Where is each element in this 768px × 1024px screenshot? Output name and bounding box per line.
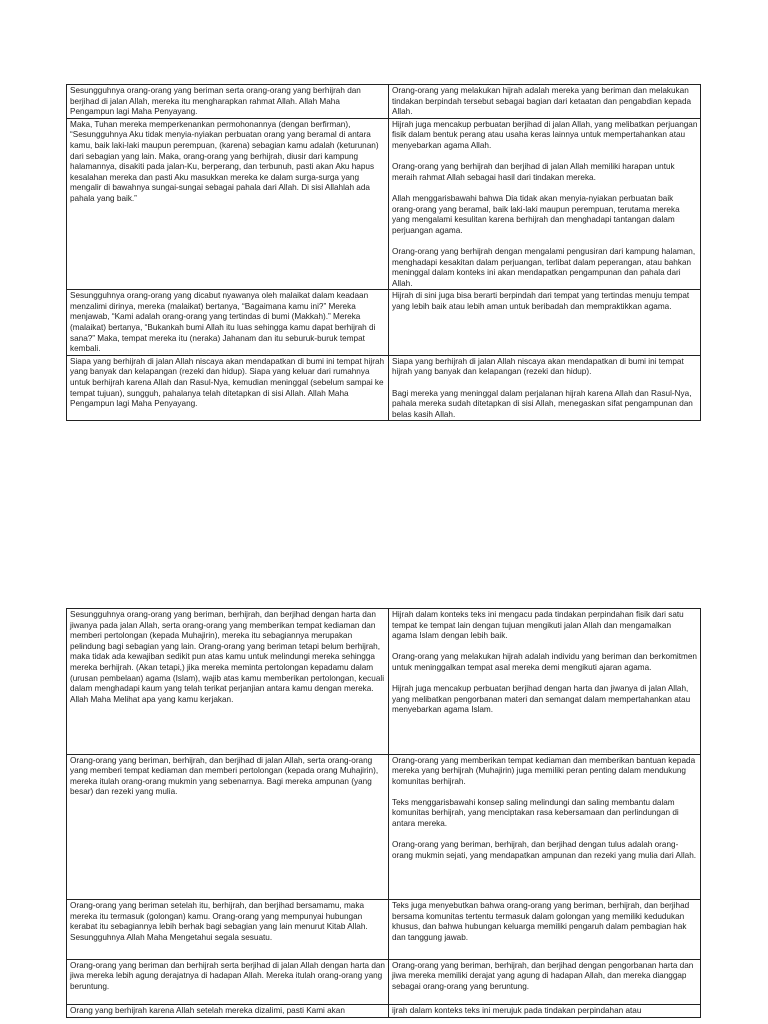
- verse-text: Maka, Tuhan mereka memperkenankan permohonannya (dengan berfirman), “Sesungguhnya Aku tidak menyia-nyiakan perbuatan orang yang beramal di antara kamu, baik laki-laki maupun perempuan, (karena) sebagian kamu adalah (keturunan) dari sebagian yang lain. Maka, orang-orang yang berhijrah, diusir dari kampung halamannya, disakiti pada jalan-Ku, berperang, dan terbunuh, pasti akan Aku hapus kesalahan mereka dan pasti Aku masukkan mereka ke dalam surga-surga yang mengalir di bawahnya sungai-sungai sebagai pahala dari Allah. Di sisi Allahlah ada pahala yang baik.”: [70, 119, 379, 203]
- explanation-paragraph: Hijrah juga mencakup perbuatan berjihad di jalan Allah, yang melibatkan perjuangan fisik dalam bentuk perang atau usaha keras lainnya untuk mempertahankan atau menyebarkan agama Allah.: [392, 119, 698, 150]
- explanation-paragraph: Orang-orang yang berhijrah dengan mengalami pengusiran dari kampung halaman, menghadapi kesakitan dalam perjuangan, terlibat dalam peperangan, atau bahkan meninggal dalam konteks ini akan mendapatkan pengampunan dan pahala dari Allah.: [392, 246, 696, 288]
- table-row: [67, 1005, 701, 1018]
- explanation-paragraph: Orang-orang yang melakukan hijrah adalah mereka yang beriman dan melakukan tindakan berpindah tersebut sebagai bagian dari ketaatan dan pengabdian kepada Allah.: [392, 86, 692, 117]
- explanation-cell: [389, 754, 701, 900]
- explanation-paragraph: Hijrah dalam konteks teks ini mengacu pada tindakan perpindahan fisik dari satu tempat ke tempat lain dengan tujuan mengikuti jalan Allah dan mengamalkan agama Islam dengan lebih baik.: [392, 610, 684, 641]
- verse-text: Sesungguhnya orang-orang yang dicabut nyawanya oleh malaikat dalam keadaan menzalimi dirinya, mereka (malaikat) bertanya, “Bagaimana kamu ini?” Mereka menjawab, “Kami adalah orang-orang yang tertindas di bumi (Makkah).” Mereka (malaikat) bertanya, “Bukankah bumi Allah itu luas sehingga kamu dapat berhijrah di sana?” Maka, tempat mereka itu (neraka) Jahanam dan itu seburuk-buruk tempat kembali.: [70, 291, 376, 354]
- explanation-cell: [389, 609, 701, 755]
- explanation-paragraph: Orang-orang yang beriman, berhijrah, dan berjihad dengan pengorbanan harta dan jiwa mereka memiliki derajat yang agung di hadapan Allah, dan mereka dianggap sebagai orang-orang yang beruntung.: [392, 960, 694, 992]
- verse-text: Orang-orang yang beriman, berhijrah, dan berjihad di jalan Allah, serta orang-orang yang memberi tempat kediaman dan memberi pertolongan (kepada orang Muhajirin), mereka itulah orang-orang mukmin yang sebenarnya. Bagi mereka ampunan (yang besar) dan rezeki yang mulia.: [70, 755, 379, 797]
- explanation-cell: [389, 1005, 701, 1018]
- table-row: [67, 609, 701, 755]
- table-row: [67, 355, 701, 421]
- verse-cell: [67, 355, 389, 421]
- explanation-paragraph: Teks juga menyebutkan bahwa orang-orang yang beriman, berhijrah, dan berjihad bersama komunitas tertentu termasuk dalam golongan yang memiliki kedudukan khusus, dan bahwa hubungan keluarga memiliki pengaruh dalam pembagian hak dan tanggung jawab.: [392, 901, 690, 942]
- verse-text: Orang-orang yang beriman setelah itu, berhijrah, dan berjihad bersamamu, maka mereka itu termasuk (golongan) kamu. Orang-orang yang mempunyai hubungan kerabat itu sebagiannya lebih berhak bagi sebagian yang lain menurut Kitab Allah. Sesungguhnya Allah Maha Mengetahui segala sesuatu.: [70, 901, 368, 942]
- explanation-paragraph: Hijrah di sini juga bisa berarti berpindah dari tempat yang tertindas menuju tempat yang lebih baik atau lebih aman untuk beribadah dan mempraktikkan agama.: [392, 291, 690, 311]
- explanation-paragraph: Orang-orang yang memberikan tempat kediaman dan memberikan bantuan kepada mereka yang berhijrah (Muhajirin) juga memiliki peran penting dalam mendukung komunitas berhijrah.: [392, 755, 696, 786]
- explanation-paragraph: Orang-orang yang berhijrah dan berjihad di jalan Allah memiliki harapan untuk meraih rahmat Allah sebagai hasil dari tindakan mereka.: [392, 162, 675, 182]
- table-body: [67, 85, 701, 421]
- explanation-paragraph: Bagi mereka yang meninggal dalam perjalanan hijrah karena Allah dan Rasul-Nya, pahala mereka sudah ditetapkan di sisi Allah, menegaskan sifat pengampunan dan belas kasih Allah.: [392, 388, 693, 419]
- table-row: [67, 118, 701, 290]
- verse-cell: [67, 1005, 389, 1018]
- verse-cell: [67, 290, 389, 356]
- explanation-cell: [389, 959, 701, 1005]
- verse-text: Orang-orang yang beriman dan berhijrah serta berjihad di jalan Allah dengan harta dan jiwa mereka lebih agung derajatnya di hadapan Allah. Mereka itulah orang-orang yang beruntung.: [70, 960, 385, 992]
- verse-cell: [67, 118, 389, 290]
- explanation-paragraph: Teks menggarisbawahi konsep saling melindungi dan saling membantu dalam komunitas berhijrah, yang menciptakan rasa kebersamaan dan perlindungan di antara mereka.: [392, 797, 679, 829]
- commentary-table-top: [66, 84, 701, 421]
- explanation-cell: [389, 118, 701, 290]
- explanation-paragraph: Allah menggarisbawahi bahwa Dia tidak akan menyia-nyiakan perbuatan baik orang-orang yang beramal, baik laki-laki maupun perempuan, terutama mereka yang mengalami kesulitan karena berhijrah dan menghadapi tantangan dalam perjuangan agama.: [392, 193, 680, 235]
- table-row: [67, 85, 701, 119]
- table-row: [67, 959, 701, 1005]
- verse-text: Sesungguhnya orang-orang yang beriman, berhijrah, dan berjihad dengan harta dan jiwanya pada jalan Allah, serta orang-orang yang memberikan tempat kediaman dan memberi pertolongan (kepada Muhajirin), mereka itu sebagiannya merupakan pelindung bagi sebagian yang lain. Orang-orang yang beriman tetapi belum berhijrah, maka tidak ada kewajiban sedikit pun atas kamu untuk melindungi mereka sehingga mereka berhijrah. (Akan tetapi,) jika mereka meminta pertolongan kepadamu dalam (urusan pembelaan) agama (Islam), wajib atas kamu memberikan pertolongan, kecuali dalam menghadapi kaum yang telah terikat perjanjian antara kamu dengan mereka. Allah Maha Melihat apa yang kamu kerjakan.: [70, 610, 385, 704]
- explanation-cell: [389, 290, 701, 356]
- table-row: [67, 290, 701, 356]
- explanation-paragraph: Siapa yang berhijrah di jalan Allah niscaya akan mendapatkan di bumi ini tempat hijrah yang banyak dan kelapangan (rezeki dan hidup).: [392, 356, 684, 377]
- verse-cell: [67, 959, 389, 1005]
- explanation-paragraph: Orang-orang yang beriman, berhijrah, dan berjihad dengan tulus adalah orang-orang mukmin sejati, yang mendapatkan ampunan dan rezeki yang mulia dari Allah.: [392, 840, 697, 860]
- verse-cell: [67, 609, 389, 755]
- explanation-cell: [389, 355, 701, 421]
- explanation-paragraph: Orang-orang yang melakukan hijrah adalah individu yang beriman dan berkomitmen untuk meninggalkan tempat asal mereka demi mengikuti ajaran agama.: [392, 652, 697, 672]
- verse-text: Orang yang berhijrah karena Allah setelah mereka dizalimi, pasti Kami akan: [70, 1006, 345, 1016]
- explanation-paragraph: Hijrah juga mencakup perbuatan berjihad dengan harta dan jiwanya di jalan Allah, yang melibatkan pengorbanan materi dan semangat dalam mempertahankan atau menyebarkan agama Islam.: [392, 684, 691, 715]
- table-row: [67, 754, 701, 900]
- verse-cell: [67, 754, 389, 900]
- verse-cell: [67, 85, 389, 119]
- table-body: [67, 609, 701, 1018]
- verse-text: Siapa yang berhijrah di jalan Allah niscaya akan mendapatkan di bumi ini tempat hijrah yang banyak dan kelapangan (rezeki dan hidup). Siapa yang keluar dari rumahnya untuk berhijrah karena Allah dan Rasul-Nya, kemudian meninggal (sebelum sampai ke tempat tujuan), sungguh, pahalanya telah ditetapkan di sisi Allah. Allah Maha Pengampun lagi Maha Penyayang.: [70, 356, 385, 409]
- explanation-cell: [389, 900, 701, 960]
- explanation-cell: [389, 85, 701, 119]
- commentary-table-bottom: [66, 608, 701, 1018]
- table-row: [67, 900, 701, 960]
- verse-text: Sesungguhnya orang-orang yang beriman serta orang-orang yang berhijrah dan berjihad di jalan Allah, mereka itu mengharapkan rahmat Allah. Allah Maha Pengampun lagi Maha Penyayang.: [70, 86, 361, 117]
- explanation-paragraph: ijrah dalam konteks teks ini merujuk pada tindakan perpindahan atau: [392, 1006, 642, 1016]
- verse-cell: [67, 900, 389, 960]
